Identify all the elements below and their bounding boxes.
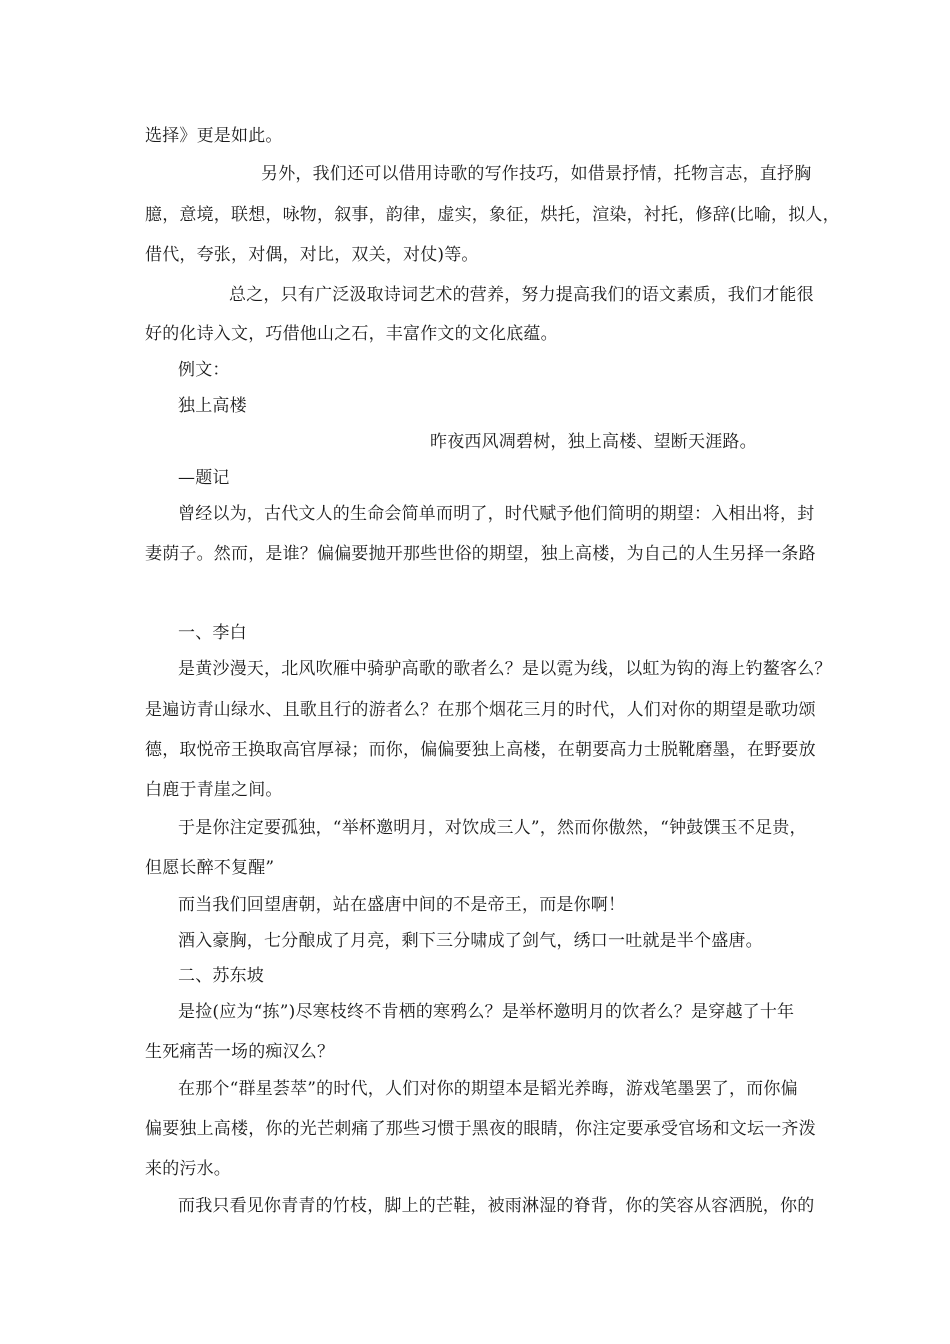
text-line: 生死痛苦一场的痴汉么？ xyxy=(145,1042,335,1062)
text-line: 妻荫子。然而，是谁？偏偏要抛开那些世俗的期望，独上高楼，为自己的人生另择一条路 xyxy=(145,544,816,564)
text-line: 德，取悦帝王换取高官厚禄；而你，偏偏要独上高楼，在朝要高力士脱靴磨墨，在野要放 xyxy=(145,740,816,760)
text-line: 二、苏东坡 xyxy=(178,966,264,986)
text-line: 在那个“群星荟萃”的时代，人们对你的期望本是韬光养晦，游戏笔墨罢了，而你偏 xyxy=(178,1079,798,1099)
text-line: —题记 xyxy=(178,468,230,488)
text-line: 好的化诗入文，巧借他山之石，丰富作文的文化底蕴。 xyxy=(145,324,558,344)
text-line: 例文： xyxy=(178,360,230,380)
text-line: 另外，我们还可以借用诗歌的写作技巧，如借景抒情，托物言志，直抒胸 xyxy=(261,164,812,184)
text-line: 曾经以为，古代文人的生命会简单而明了，时代赋予他们简明的期望：入相出将，封 xyxy=(178,504,815,524)
text-line: 是捡(应为“拣”)尽寒枝终不肯栖的寒鸦么？是举杯邀明月的饮者么？是穿越了十年 xyxy=(178,1002,795,1022)
text-line: 总之，只有广泛汲取诗词艺术的营养，努力提高我们的语文素质，我们才能很 xyxy=(229,285,814,305)
text-line: 一、李白 xyxy=(178,623,247,643)
text-line: 偏要独上高楼，你的光芒刺痛了那些习惯于黑夜的眼睛，你注定要承受官场和文坛一齐泼 xyxy=(145,1119,816,1139)
text-line: 是黄沙漫天，北风吹雁中骑驴高歌的歌者么？是以霓为线，以虹为钩的海上钓鳌客么？ xyxy=(178,659,832,679)
text-line: 是遍访青山绿水、且歌且行的游者么？在那个烟花三月的时代，人们对你的期望是歌功颂 xyxy=(145,700,816,720)
text-line: 来的污水。 xyxy=(145,1159,231,1179)
text-line: 独上高楼 xyxy=(178,396,247,416)
text-line: 酒入豪胸，七分酿成了月亮，剩下三分啸成了剑气，绣口一吐就是半个盛唐。 xyxy=(178,931,763,951)
text-line: 选择》更是如此。 xyxy=(145,126,283,146)
text-line: 昨夜西风凋碧树，独上高楼、望断天涯路。 xyxy=(430,432,757,452)
text-line: 于是你注定要孤独，“举杯邀明月，对饮成三人”，然而你傲然，“钟鼓馔玉不足贵， xyxy=(178,818,807,838)
text-line: 借代，夸张，对偶，对比，双关，对仗)等。 xyxy=(145,245,479,265)
text-line: 但愿长醉不复醒” xyxy=(145,858,275,878)
text-line: 而我只看见你青青的竹枝，脚上的芒鞋，被雨淋湿的脊背，你的笑容从容洒脱，你的 xyxy=(178,1196,815,1216)
text-line: 臆，意境，联想，咏物，叙事，韵律，虚实，象征，烘托，渲染，衬托，修辞(比喻，拟人， xyxy=(145,205,840,225)
text-line: 白鹿于青崖之间。 xyxy=(145,780,283,800)
text-line: 而当我们回望唐朝，站在盛唐中间的不是帝王，而是你啊！ xyxy=(178,895,626,915)
